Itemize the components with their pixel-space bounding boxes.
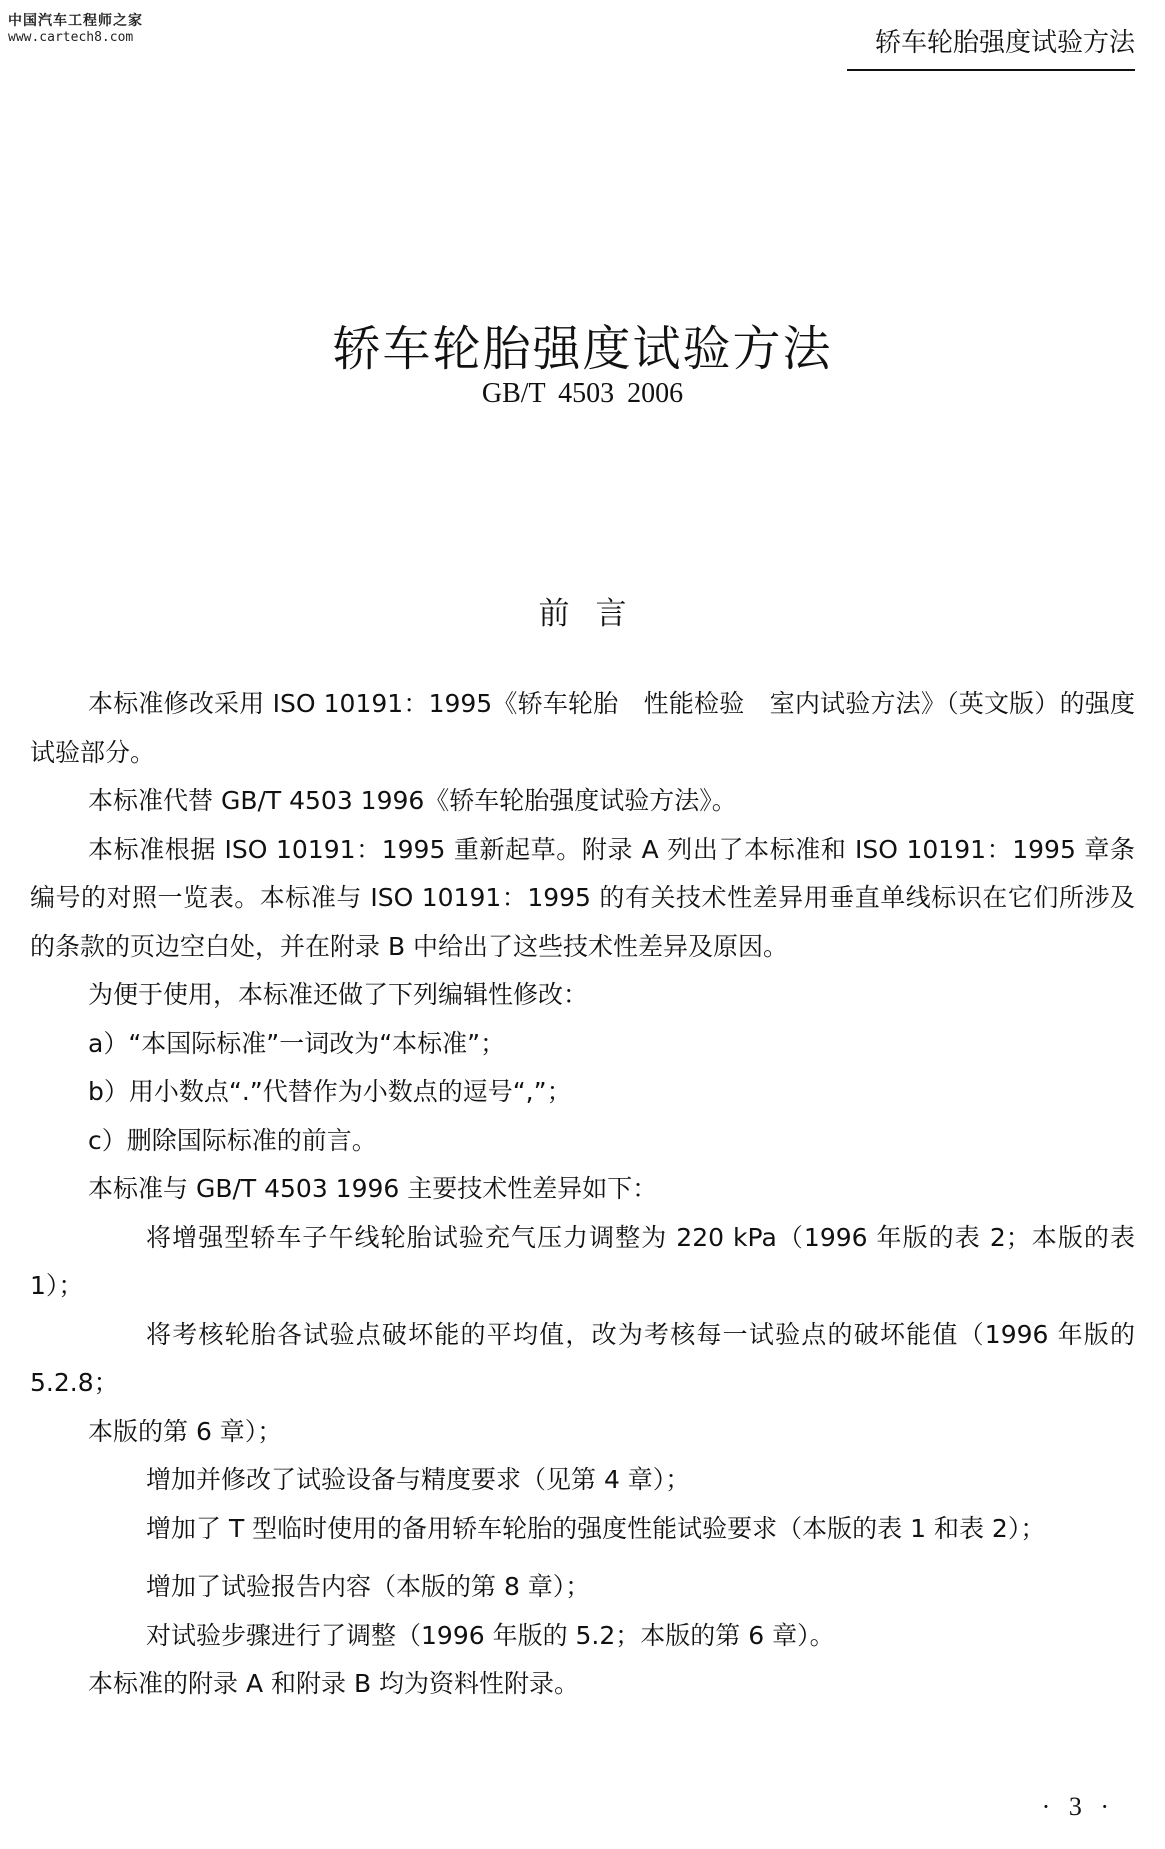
standard-code: GB/T 4503 2006 <box>481 378 684 409</box>
difference-item: 对试验步骤进行了调整（1996 年版的 5.2；本版的第 6 章）。 <box>146 1620 835 1650</box>
page-number: · 3 · <box>1041 1792 1115 1821</box>
paragraph-adoption: 本标准修改采用 ISO 10191：1995《轿车轮胎 性能检验 室内试验方法》（英文版）的强度试验部分。 <box>30 689 1135 767</box>
list-item: c）删除国际标准的前言。 <box>88 1125 377 1155</box>
difference-item-continuation: 本版的第 6 章）； <box>88 1416 283 1446</box>
difference-item: 增加了试验报告内容（本版的第 8 章）； <box>146 1572 591 1601</box>
foreword-heading: 前言 <box>538 596 653 632</box>
site-url: www.cartech8.com <box>8 30 134 45</box>
site-logo: 中国汽车工程师之家 <box>8 13 143 29</box>
list-item: a）“本国际标准”一词改为“本标准”； <box>88 1028 506 1058</box>
list-item: b）用小数点“.”代替作为小数点的逗号“,”； <box>88 1077 572 1106</box>
paragraph-replaces: 本标准代替 GB/T 4503 1996《轿车轮胎强度试验方法》。 <box>88 786 737 815</box>
running-header: 轿车轮胎强度试验方法 <box>847 22 1135 71</box>
difference-item: 增加了 T 型临时使用的备用轿车轮胎的强度性能试验要求（本版的表 1 和表 2）； <box>146 1513 1046 1543</box>
paragraph-editorial-intro: 为便于使用，本标准还做了下列编辑性修改： <box>88 980 589 1009</box>
difference-item: 将增强型轿车子午线轮胎试验充气压力调整为 220 kPa（1996 年版的表 2；本版的表 1）； <box>30 1222 1135 1300</box>
foreword-body <box>30 680 1135 1709</box>
difference-item: 将考核轮胎各试验点破坏能的平均值，改为考核每一试验点的破坏能值（1996 年版的 5.2.8； <box>30 1319 1135 1397</box>
paragraph-annexes: 本标准的附录 A 和附录 B 均为资料性附录。 <box>88 1669 580 1698</box>
document-title: 轿车轮胎强度试验方法 <box>332 321 833 378</box>
paragraph-redrafted: 本标准根据 ISO 10191：1995 重新起草。附录 A 列出了本标准和 ISO 10191：1995 章条编号的对照一览表。本标准与 ISO 10191：1995 的有关技术性差异用垂直单线标识在它们所涉及的条款的页边空白处，并在附录 B 中给出了这些技术性差异及原因。 <box>30 834 1135 961</box>
paragraph-differences-intro: 本标准与 GB/T 4503 1996 主要技术性差异如下： <box>88 1174 658 1203</box>
difference-item: 增加并修改了试验设备与精度要求（见第 4 章）； <box>146 1465 691 1494</box>
